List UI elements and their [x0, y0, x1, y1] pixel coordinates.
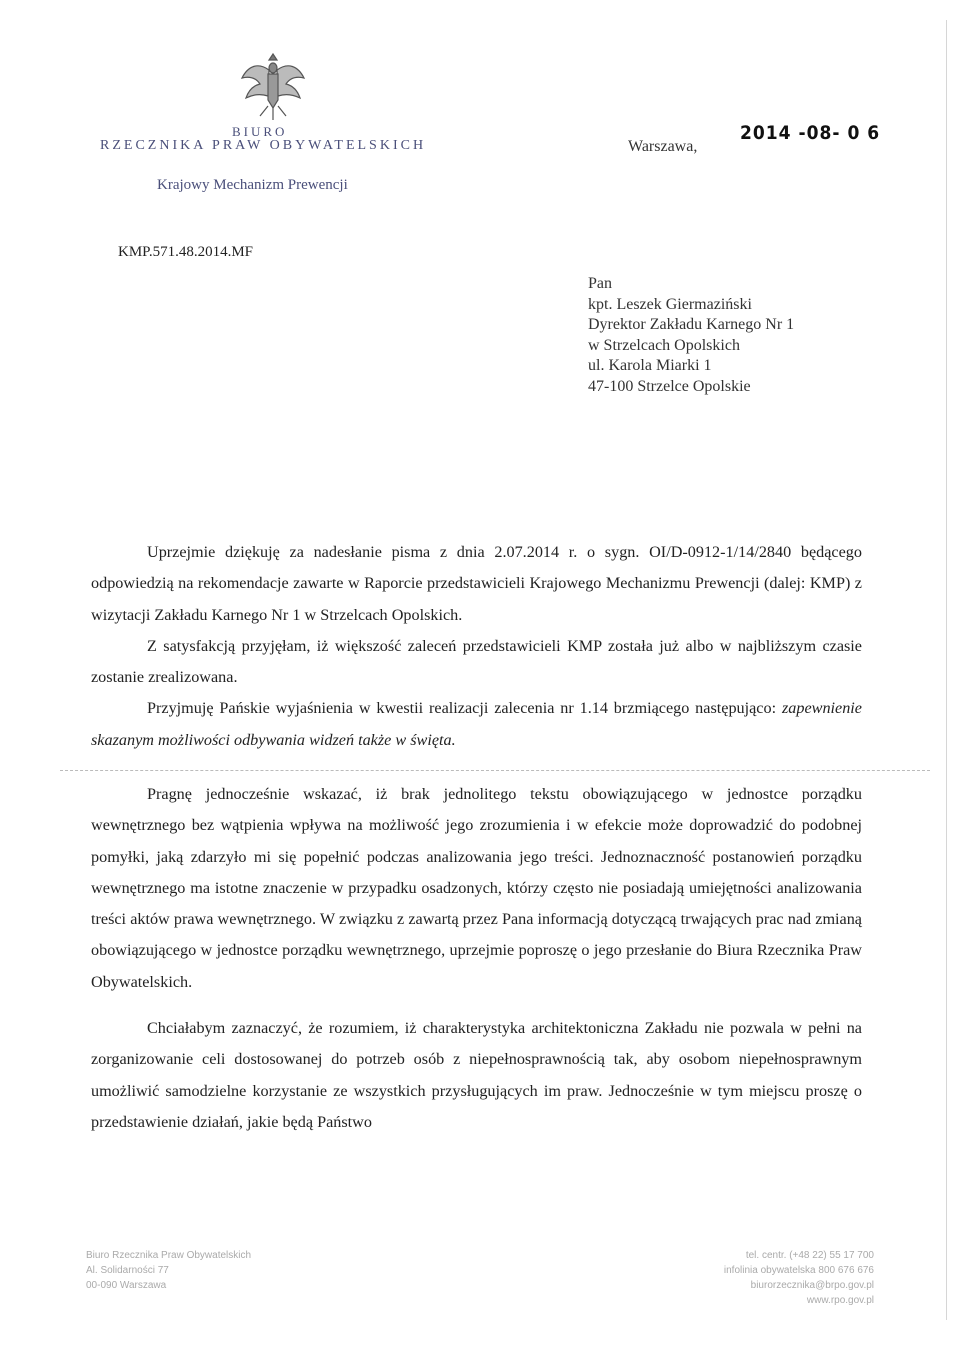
- footer-right-line: biurorzecznika@brpo.gov.pl: [750, 1280, 874, 1291]
- paragraph-3-lead: Przyjmuję Pańskie wyjaśnienia w kwestii realizacji zalecenia nr 1.14 brzmiącego następująco:: [147, 699, 782, 718]
- letterhead-unit: Krajowy Mechanizm Prewencji: [157, 177, 348, 193]
- footer-left-line: Al. Solidarności 77: [86, 1265, 169, 1276]
- footer-right-line: www.rpo.gov.pl: [806, 1295, 874, 1306]
- footer-right-line: tel. centr. (+48 22) 55 17 700: [745, 1250, 874, 1261]
- quoted-recommendation: zapewnienie skazanym możliwości odbywania widzeń także w święta.: [91, 699, 862, 749]
- recipient-line: w Strzelcach Opolskich: [588, 336, 740, 354]
- footer-left-line: 00-090 Warszawa: [86, 1280, 167, 1291]
- letter-body-lower: [91, 779, 862, 1138]
- letter-body-upper: [91, 537, 862, 756]
- recipient-line: Pan: [588, 275, 612, 292]
- polish-eagle-emblem-icon: [238, 48, 308, 124]
- date-stamp: 2014 -08- 0 6: [740, 122, 881, 144]
- scan-divider-line: [60, 770, 930, 771]
- recipient-line: kpt. Leszek Giermaziński: [588, 295, 752, 313]
- reference-number: KMP.571.48.2014.MF: [118, 244, 254, 260]
- letter-city: Warszawa,: [628, 138, 698, 155]
- recipient-line: 47-100 Strzelce Opolskie: [588, 377, 751, 395]
- paragraph-3: [91, 693, 862, 756]
- recipient-line: ul. Karola Miarki 1: [588, 357, 712, 374]
- footer-address: [86, 1248, 251, 1293]
- footer-left-line: Biuro Rzecznika Praw Obywatelskich: [86, 1250, 252, 1261]
- letterhead-line-2: RZECZNIKA PRAW OBYWATELSKICH: [100, 138, 427, 153]
- footer-right-line: infolinia obywatelska 800 676 676: [723, 1265, 874, 1276]
- letterhead-line-1: BIURO: [232, 124, 288, 139]
- paragraph-4: Pragnę jednocześnie wskazać, iż brak jednolitego tekstu obowiązującego w jednostce porządku wewnętrznego bez wątpienia wpływa na możliwość jego zrozumienia i w efekcie może doprowadzić do podobnej pomyłki, jaką zdarzyło mi się popełnić podczas analizowania jego treści. Jednoznaczność postanowień porządku wewnętrznego ma istotne znaczenie w przypadku osadzonych, którzy często nie posiadają umiejętności analizowania treści aktów prawa wewnętrznego. W związku z zawartą przez Pana informacją dotyczącą trwających prac nad zmianą obowiązującego w jednostce porządku wewnętrznego, uprzejmie poproszę o jego przesłanie do Biura Rzecznika Praw Obywatelskich.: [91, 785, 862, 991]
- recipient-line: Dyrektor Zakładu Karnego Nr 1: [588, 316, 795, 333]
- scan-edge-line: [946, 20, 947, 1320]
- recipient-address: [588, 274, 794, 397]
- paragraph-1: Uprzejmie dziękuję za nadesłanie pisma z dnia 2.07.2014 r. o sygn. OI/D-0912-1/14/2840 będącego odpowiedzią na rekomendacje zawarte w Raporcie przedstawicieli Krajowego Mechanizmu Prewencji (dalej: KMP) z wizytacji Zakładu Karnego Nr 1 w Strzelcach Opolskich.: [91, 543, 862, 624]
- footer-contact: [648, 1248, 874, 1308]
- paragraph-5: Chciałabym zaznaczyć, że rozumiem, iż charakterystyka architektoniczna Zakładu nie pozwala w pełni na zorganizowanie celi dostosowanej do potrzeb osób z niepełnosprawnością tak, aby osobom niepełnosprawnym umożliwić samodzielne korzystanie ze wszystkich przysługujących im praw. Jednocześnie w tym miejscu proszę o przedstawienie działań, jakie będą Państwo: [91, 1019, 862, 1131]
- paragraph-2: Z satysfakcją przyjęłam, iż większość zaleceń przedstawicieli KMP została już albo w najbliższym czasie zostanie zrealizowana.: [91, 636, 862, 687]
